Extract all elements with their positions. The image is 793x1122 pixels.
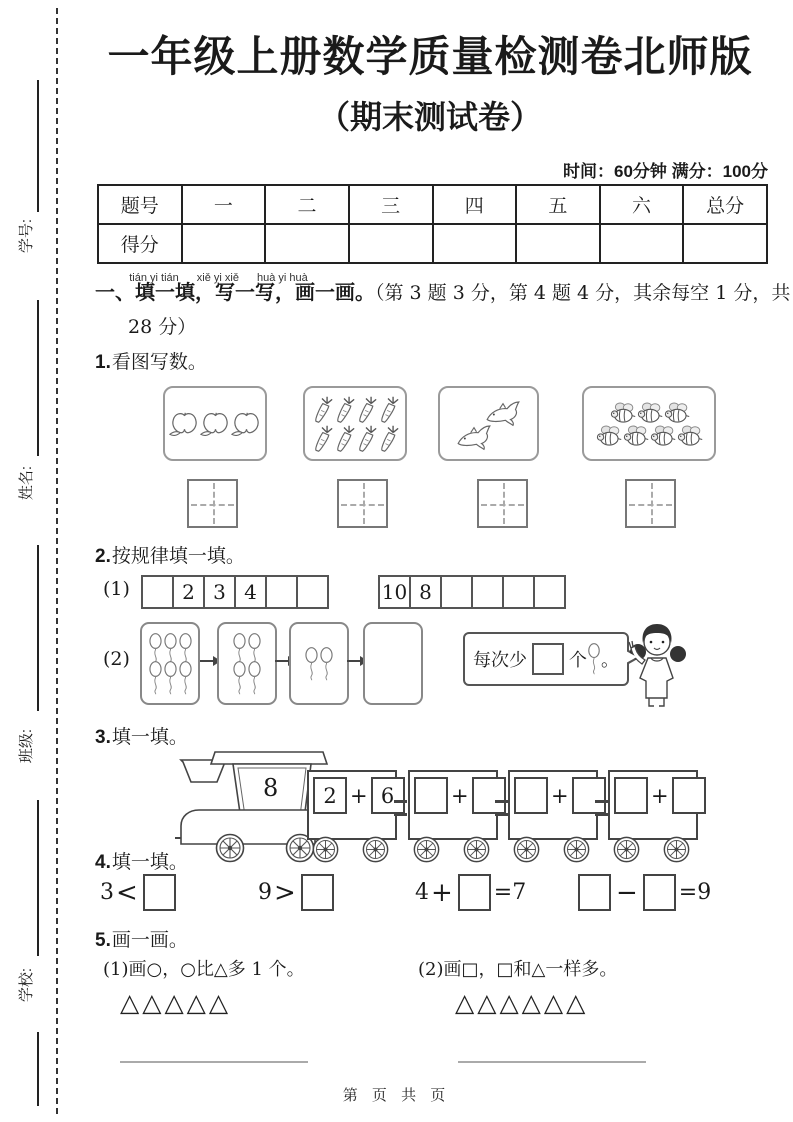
sidebar-label-name: 姓名: <box>18 465 35 501</box>
q5-part1-label: (1)画○，○比△多 1 个。 <box>103 959 305 980</box>
q1-picture-box-carrots <box>303 386 407 461</box>
bee-icon <box>649 424 676 447</box>
score-header-cell: 题号 <box>98 185 182 224</box>
arrow-right-icon <box>200 660 214 662</box>
q2-balloon-box-3 <box>289 622 349 705</box>
q1-answer-grid <box>187 479 238 528</box>
score-empty-cell <box>182 224 266 263</box>
sidebar-blank-line <box>37 545 39 711</box>
peach-icon <box>169 411 200 437</box>
peach-icon <box>200 411 231 437</box>
q5-label: 5.画一画。 <box>95 929 188 951</box>
balloon-icon <box>587 643 601 675</box>
sidebar-label-school: 学校: <box>18 967 35 1003</box>
wheel-icon <box>362 836 389 863</box>
q2-balloon-box-2 <box>217 622 277 705</box>
wheel-icon <box>312 836 339 863</box>
carrot-icon <box>333 395 355 424</box>
equals-coupling <box>595 800 608 816</box>
bee-icon <box>636 401 663 424</box>
score-header-cell: 三 <box>349 185 433 224</box>
score-header-cell: 总分 <box>683 185 767 224</box>
sidebar-label-student-number: 学号: <box>18 218 35 254</box>
equals-coupling <box>495 800 508 816</box>
arrow-right-icon <box>347 660 361 662</box>
q2-part1-label: (1) <box>103 578 130 600</box>
wheel-icon <box>563 836 590 863</box>
balloon-icon <box>232 661 247 695</box>
q1-picture-box-bees <box>582 386 716 461</box>
bee-icon <box>663 401 690 424</box>
arrow-right-icon <box>275 660 289 662</box>
section1-heading <box>95 276 791 305</box>
wheel-icon <box>663 836 690 863</box>
bee-icon <box>609 401 636 424</box>
score-row-label: 得分 <box>98 224 182 263</box>
carrot-icon <box>355 424 377 453</box>
q2-balloon-box-4-empty <box>363 622 423 705</box>
answer-box <box>143 874 176 911</box>
balloon-icon <box>178 661 193 695</box>
score-table <box>97 184 768 264</box>
carrot-icon <box>311 424 333 453</box>
wheel-icon <box>513 836 540 863</box>
wheel-icon <box>613 836 640 863</box>
page-title: 一年级上册数学质量检测卷北师版 <box>107 33 753 80</box>
girl-illustration <box>620 620 692 712</box>
score-empty-cell <box>349 224 433 263</box>
score-header-cell: 六 <box>600 185 684 224</box>
score-empty-cell <box>516 224 600 263</box>
score-header-cell: 五 <box>516 185 600 224</box>
balloon-icon <box>247 661 262 695</box>
dolphin-icon <box>454 421 494 451</box>
sidebar-blank-line <box>37 300 39 456</box>
bee-icon <box>676 424 703 447</box>
q2-number-sequence-1: 2 3 4 <box>143 575 329 609</box>
section1-heading-main: 一、填一填，写一写，画一画。 <box>95 282 375 304</box>
train-answer-box <box>614 777 648 814</box>
wheel-icon <box>215 833 245 863</box>
score-empty-cell <box>600 224 684 263</box>
q2-part2-label: (2) <box>103 648 130 670</box>
q5-part2-triangles: △△△△△△ <box>455 989 589 1017</box>
q5-part1-triangles: △△△△△ <box>120 989 232 1017</box>
q5-part1-answer-line <box>120 1061 308 1063</box>
page-subtitle: （期末测试卷） <box>317 99 542 135</box>
wheel-icon <box>463 836 490 863</box>
q1-answer-grid <box>625 479 676 528</box>
train-answer-box <box>514 777 548 814</box>
q1-picture-box-dolphins <box>438 386 539 461</box>
q4-equation-1: 3 < <box>100 874 179 911</box>
score-header-cell: 四 <box>433 185 517 224</box>
train-answer-box: 2 <box>313 777 347 814</box>
time-score-info: 时间：60分钟 满分：100分 <box>563 162 768 181</box>
q2-bubble-answer-box <box>532 643 564 675</box>
q1-answer-grid <box>477 479 528 528</box>
score-table-header-row <box>98 185 767 224</box>
q4-equation-4: − =9 <box>575 874 711 911</box>
balloon-icon <box>163 661 178 695</box>
answer-box <box>458 874 491 911</box>
score-header-cell: 一 <box>182 185 266 224</box>
q2-balloon-box-1 <box>140 622 200 705</box>
train-answer-box <box>414 777 448 814</box>
q2-label: 2.按规律填一填。 <box>95 545 245 567</box>
q4-label: 4.填一填。 <box>95 851 188 873</box>
answer-box <box>301 874 334 911</box>
sidebar-blank-line <box>37 80 39 212</box>
carrot-icon <box>333 424 355 453</box>
peach-icon <box>231 411 262 437</box>
sidebar-label-class: 班级: <box>18 728 35 764</box>
carrot-icon <box>311 395 333 424</box>
balloon-icon <box>304 647 319 681</box>
wheel-icon <box>413 836 440 863</box>
train-answer-box <box>672 777 706 814</box>
train-answer-box: 6 <box>371 777 405 814</box>
equals-coupling <box>394 800 407 816</box>
carrot-icon <box>377 424 399 453</box>
bee-icon <box>595 424 622 447</box>
balloon-icon <box>148 661 163 695</box>
q4-equation-2: 9 > <box>258 874 337 911</box>
score-empty-cell <box>433 224 517 263</box>
q3-train-illustration: 8 2 + 6 + + + <box>150 748 780 863</box>
q5-part2-answer-line <box>458 1061 646 1063</box>
pinyin-annotation: tián yi tián xiě yi xiě huà yi huà <box>129 272 308 284</box>
answer-box <box>643 874 676 911</box>
q4-equation-3: 4 + =7 <box>415 874 526 911</box>
q3-label: 3.填一填。 <box>95 726 188 748</box>
q2-number-sequence-2: 10 8 <box>380 575 566 609</box>
score-empty-cell <box>683 224 767 263</box>
q1-picture-box-peaches <box>163 386 267 461</box>
page-footer: 第 页 共 页 <box>342 1087 451 1104</box>
balloon-icon <box>319 647 334 681</box>
dashed-cut-line <box>56 8 58 1114</box>
q1-answer-grid <box>337 479 388 528</box>
sidebar-blank-line <box>37 800 39 956</box>
q5-part2-label: (2)画□，□和△一样多。 <box>418 959 618 980</box>
section1-heading-scoring: （第 3 题 3 分，第 4 题 4 分，其余每空 1 分，共 <box>375 282 791 304</box>
carrot-icon <box>355 395 377 424</box>
locomotive-number: 8 <box>263 774 279 802</box>
q1-label: 1.看图写数。 <box>95 351 207 373</box>
answer-box <box>578 874 611 911</box>
carrot-icon <box>377 395 399 424</box>
score-table-score-row <box>98 224 767 263</box>
q2-speech-bubble: 每次少 个 。 <box>463 632 629 686</box>
score-header-cell: 二 <box>265 185 349 224</box>
section1-heading-cont: 28 分） <box>128 316 197 338</box>
bee-icon <box>622 424 649 447</box>
score-empty-cell <box>265 224 349 263</box>
